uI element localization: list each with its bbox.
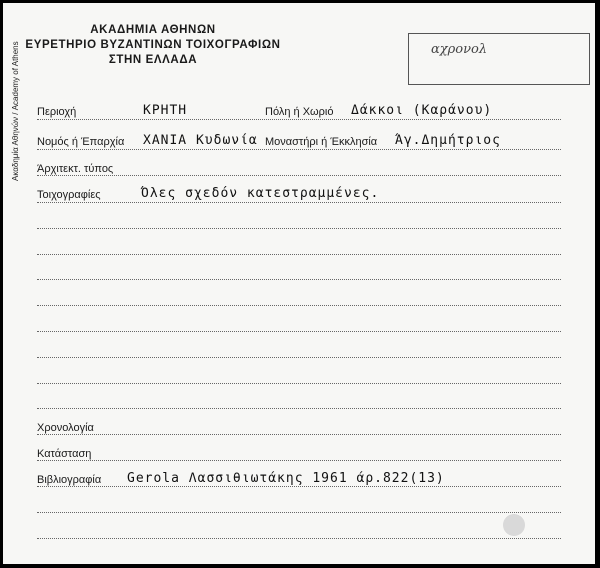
- moni-label: Μοναστήρι ή Έκκλησία: [265, 136, 378, 148]
- vivliografia-value: Gerola Λασσιθιωτάκης 1961 άρ.822(13): [127, 471, 445, 486]
- dotted-line: [37, 383, 561, 384]
- dotted-line: [37, 119, 561, 120]
- dotted-line: [37, 408, 561, 409]
- dotted-line: [37, 331, 561, 332]
- date-stamp-text: αχρονολ: [431, 42, 488, 57]
- dotted-line: [37, 305, 561, 306]
- dotted-line: [37, 357, 561, 358]
- dotted-line: [37, 460, 561, 461]
- dotted-line: [37, 538, 561, 539]
- dotted-line: [37, 202, 561, 203]
- header-region: ΣΤΗΝ ΕΛΛΑΔΑ: [108, 54, 198, 66]
- architekt-label: Άρχιτεκτ. τύπος: [37, 163, 114, 175]
- date-stamp-box: [408, 33, 590, 85]
- card-header: [3, 23, 303, 68]
- periochi-label: Περιοχή: [37, 106, 77, 118]
- moni-value: Άγ.Δημήτριος: [395, 133, 501, 148]
- katastasi-label: Κατάσταση: [37, 448, 92, 460]
- side-credit: Ακαδημία Αθηνών / Academy of Athens: [11, 41, 20, 181]
- dotted-line: [37, 175, 561, 176]
- nomos-label: Νομός ή Έπαρχία: [37, 136, 125, 148]
- toichografies-value: Όλες σχεδόν κατεστραμμένες.: [141, 186, 380, 201]
- header-academy: ΑΚΑΔΗΜΙΑ ΑΘΗΝΩΝ: [90, 24, 216, 36]
- periochi-value: ΚΡΗΤΗ: [143, 103, 188, 118]
- dotted-line: [37, 228, 561, 229]
- header-index-title: ΕΥΡΕΤΗΡΙΟ ΒΥΖΑΝΤΙΝΩΝ ΤΟΙΧΟΓΡΑΦΙΩΝ: [25, 39, 281, 51]
- chronologia-label: Χρονολογία: [37, 422, 94, 434]
- dotted-line: [37, 279, 561, 280]
- toichografies-label: Τοιχογραφίες: [37, 189, 101, 201]
- dotted-line: [37, 512, 561, 513]
- poli-label: Πόλη ή Χωριό: [265, 106, 334, 118]
- index-card: [3, 3, 595, 564]
- dotted-line: [37, 254, 561, 255]
- nomos-value: ΧΑΝΙΑ Κυδωνία: [143, 133, 258, 148]
- academy-watermark-icon: [503, 514, 525, 536]
- poli-value: Δάκκοι (Καράνου): [351, 103, 493, 118]
- dotted-line: [37, 149, 561, 150]
- vivliografia-label: Βιβλιογραφία: [37, 474, 102, 486]
- dotted-line: [37, 434, 561, 435]
- dotted-line: [37, 486, 561, 487]
